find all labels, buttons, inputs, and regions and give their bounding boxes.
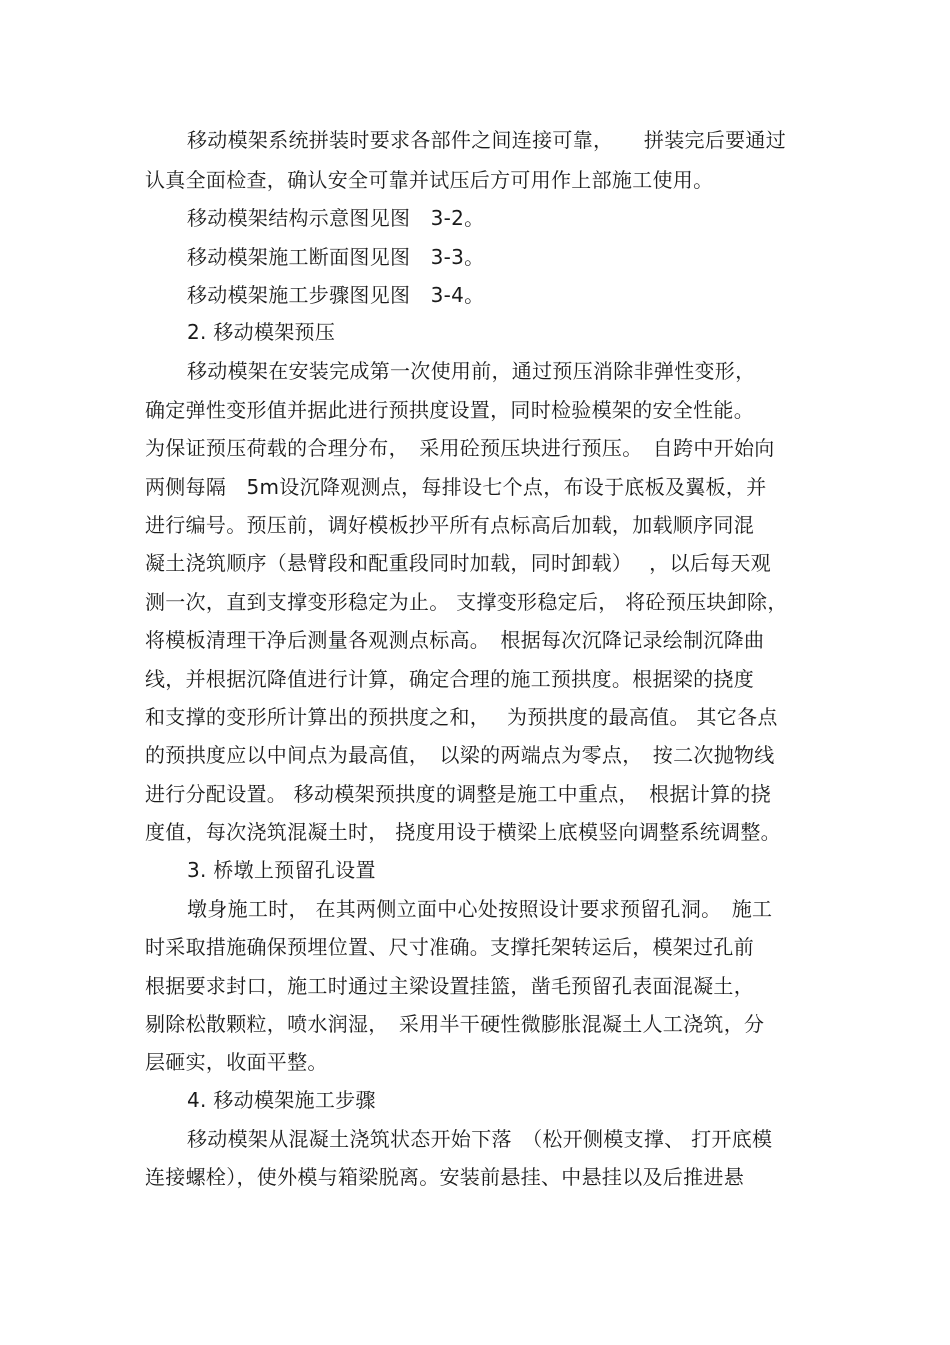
text-line: 进行分配设置。 移动模架预拱度的调整是施工中重点， 根据计算的挠 [145, 782, 771, 806]
text-line: 移动模架施工步骤图见图 3-4。 [187, 283, 485, 307]
section-heading: 3. 桥墩上预留孔设置 [187, 858, 376, 882]
text-line: 凝土浇筑顺序（悬臂段和配重段同时加载，同时卸载） ，以后每天观 [145, 551, 771, 575]
text-line: 确定弹性变形值并据此进行预拱度设置，同时检验模架的安全性能。 [145, 398, 754, 422]
text-line: 两侧每隔 5m设沉降观测点，每排设七个点，布设于底板及翼板，并 [145, 475, 767, 499]
text-line: 的预拱度应以中间点为最高值， 以梁的两端点为零点， 按二次抛物线 [145, 743, 775, 767]
section-heading: 4. 移动模架施工步骤 [187, 1088, 376, 1112]
text-line: 移动模架施工断面图见图 3-3。 [187, 245, 485, 269]
text-line: 时采取措施确保预埋位置、尺寸准确。支撑托架转运后，模架过孔前 [145, 935, 754, 959]
text-line: 线，并根据沉降值进行计算，确定合理的施工预拱度。根据梁的挠度 [145, 667, 754, 691]
text-line: 根据要求封口，施工时通过主梁设置挂篮，凿毛预留孔表面混凝土， [145, 974, 754, 998]
text-line: 移动模架结构示意图见图 3-2。 [187, 206, 485, 230]
text-line: 进行编号。预压前，调好模板抄平所有点标高后加载，加载顺序同混 [145, 513, 754, 537]
text-line: 层砸实，收面平整。 [145, 1050, 328, 1074]
text-line: 度值，每次浇筑混凝土时， 挠度用设于横梁上底模竖向调整系统调整。 [145, 820, 781, 844]
text-line: 将模板清理干净后测量各观测点标高。 根据每次沉降记录绘制沉降曲 [145, 628, 765, 652]
section-heading: 2. 移动模架预压 [187, 320, 336, 344]
text-line: 剔除松散颗粒，喷水润湿， 采用半干硬性微膨胀混凝土人工浇筑，分 [145, 1012, 765, 1036]
text-line: 墩身施工时， 在其两侧立面中心处按照设计要求预留孔洞。 施工 [187, 897, 773, 921]
text-line: 移动模架从混凝土浇筑状态开始下落 （松开侧模支撑、 打开底模 [187, 1127, 773, 1151]
text-line: 移动模架系统拼装时要求各部件之间连接可靠， 拼装完后要通过 [187, 128, 786, 152]
text-line: 连接螺栓），使外模与箱梁脱离。安装前悬挂、中悬挂以及后推进悬 [145, 1165, 744, 1189]
text-line: 为保证预压荷载的合理分布， 采用砼预压块进行预压。 自跨中开始向 [145, 436, 775, 460]
text-line: 测一次，直到支撑变形稳定为止。 支撑变形稳定后， 将砼预压块卸除， [145, 590, 788, 614]
text-line: 认真全面检查，确认安全可靠并试压后方可用作上部施工使用。 [145, 168, 714, 192]
text-line: 移动模架在安装完成第一次使用前，通过预压消除非弹性变形， [187, 359, 756, 383]
text-line: 和支撑的变形所计算出的预拱度之和， 为预拱度的最高值。 其它各点 [145, 705, 778, 729]
